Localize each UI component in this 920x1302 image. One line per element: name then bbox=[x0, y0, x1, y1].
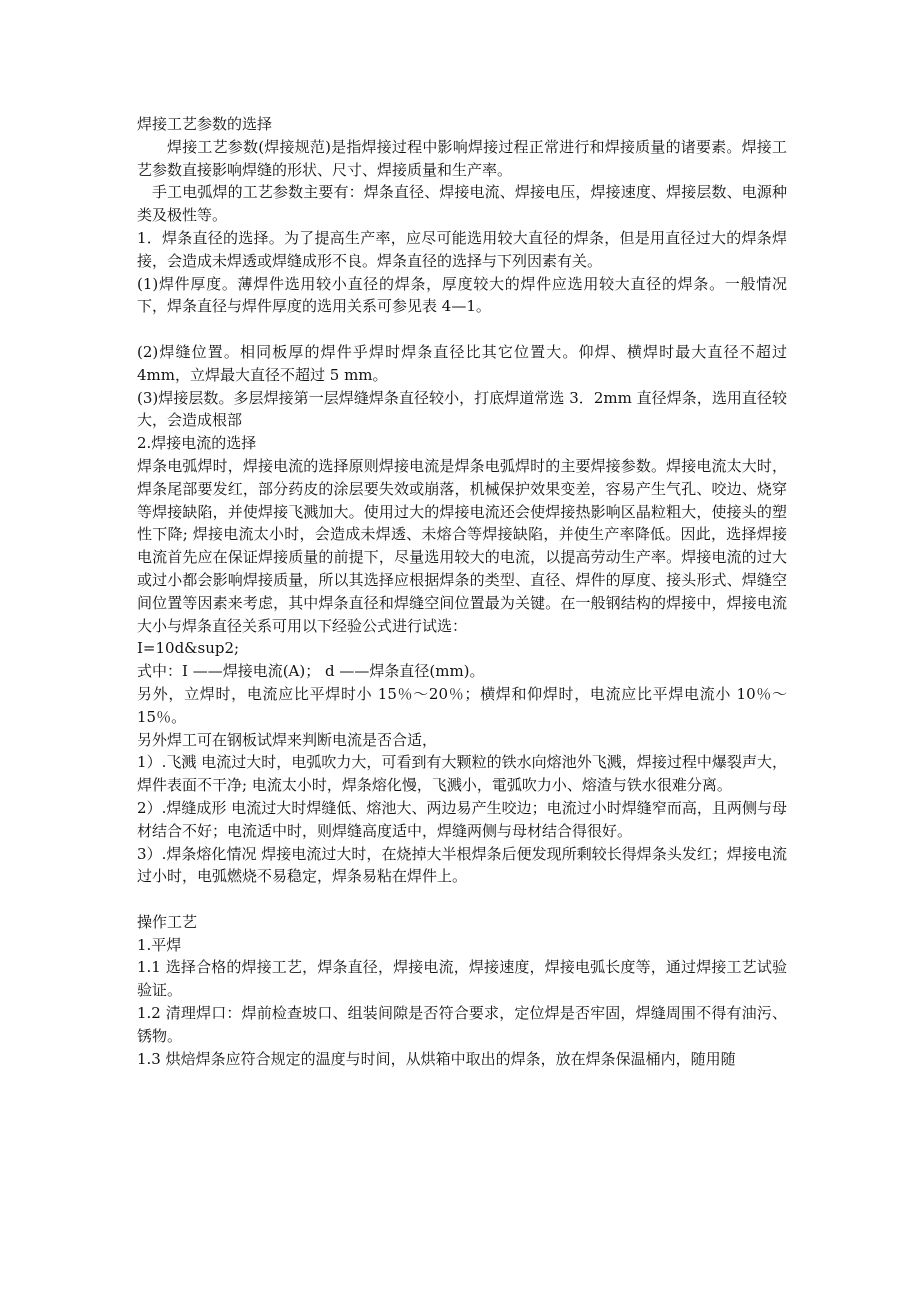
formula-note: 式中：I ——焊接电流(A)； d ——焊条直径(mm)。 bbox=[137, 662, 485, 681]
intro-paragraph: 焊接工艺参数(焊接规范)是指焊接过程中影响焊接过程正常进行和焊接质量的诸要素。焊接工艺参数直接影响焊缝的形状、尺寸、焊接质量和生产率。 bbox=[137, 137, 787, 179]
section-welding-current: 2.焊接电流的选择 bbox=[137, 434, 257, 453]
document-body bbox=[137, 113, 787, 1070]
blank-line bbox=[137, 318, 787, 341]
item-workpiece-thickness: (1)焊件厚度。薄焊件选用较小直径的焊条，厚度较大的焊件应选用较大直径的焊条。一般情况下，焊条直径与焊件厚度的选用关系可参见表 4—1。 bbox=[137, 274, 787, 316]
test-weld-paragraph: 另外焊工可在钢板试焊来判断电流是否合适， bbox=[137, 730, 438, 749]
item-weld-formation: 2）.焊缝成形 电流过大时焊缝低、熔池大、两边易产生咬边；电流过小时焊缝窄而高，且两侧与母材结合不好；电流适中时，则焊缝高度适中，焊缝两侧与母材结合得很好。 bbox=[137, 798, 787, 840]
item-weld-position: (2)焊缝位置。相同板厚的焊件乎焊时焊条直径比其它位置大。仰焊、横焊时最大直径不超过 4mm，立焊最大直径不超过 5 mm。 bbox=[137, 342, 787, 384]
step-1-1: 1.1 选择合格的焊接工艺，焊条直径，焊接电流，焊接速度，焊接电弧长度等，通过焊接工艺试验验证。 bbox=[137, 958, 787, 1000]
current-paragraph: 焊条电弧焊时，焊接电流的选择原则焊接电流是焊条电弧焊时的主要焊接参数。焊接电流太大时，焊条尾部要发红，部分药皮的涂层要失效或崩落，机械保护效果变差，容易产生气孔、咬边、烧穿等焊接缺陷，并使焊接飞溅加大。使用过大的焊接电流还会使焊接热影响区晶粒粗大，使接头的塑性下降; 焊接电流太小时，会造成未焊透、未熔合等焊接缺陷，并使生产率降低。因此，选择焊接电流首先应在保证焊接质量的前提下，尽量选用较大的电流，以提高劳动生产率。焊接电流的过大或过小都会影响焊接质量，所以其选择应根据焊条的类型、直径、焊件的厚度、接头形式、焊缝空间位置等因素来考虑，其中焊条直径和焊缝空间位置最为关键。在一般钢结构的焊接中，焊接电流大小与焊条直径关系可用以下经验公式进行试选： bbox=[137, 456, 787, 635]
current-position-paragraph: 另外，立焊时，电流应比平焊时小 15％～20％；横焊和仰焊时，电流应比平焊电流小 10％～15％。 bbox=[137, 684, 787, 726]
blank-line bbox=[137, 888, 787, 911]
step-1-2: 1.2 清理焊口：焊前检查坡口、组装间隙是否符合要求，定位焊是否牢固，焊缝周围不得有油污、锈物。 bbox=[137, 1004, 787, 1045]
step-1-3: 1.3 烘焙焊条应符合规定的温度与时间，从烘箱中取出的焊条，放在焊条保温桶内，随用随 bbox=[137, 1049, 736, 1068]
formula: I=10d&sup2; bbox=[137, 639, 240, 658]
item-weld-layers: (3)焊接层数。多层焊接第一层焊缝焊条直径较小，打底焊道常选 3．2mm 直径焊条，选用直径较大，会造成根部 bbox=[137, 388, 787, 430]
params-paragraph: 手工电弧焊的工艺参数主要有：焊条直径、焊接电流、焊接电压，焊接速度、焊接层数、电源种类及极性等。 bbox=[137, 183, 787, 225]
item-electrode-melting: 3）.焊条熔化情况 焊接电流过大时，在烧掉大半根焊条后便发现所剩较长得焊条头发红；焊接电流过小时，电弧燃烧不易稳定，焊条易粘在焊件上。 bbox=[137, 844, 787, 886]
subsection-flat-welding: 1.平焊 bbox=[137, 935, 182, 954]
section-electrode-diameter: 1．焊条直径的选择。为了提高生产率，应尽可能选用较大直径的焊条，但是用直径过大的焊条焊接，会造成未焊透或焊缝成形不良。焊条直径的选择与下列因素有关。 bbox=[137, 228, 787, 270]
section-operation: 操作工艺 bbox=[137, 912, 198, 931]
item-spatter: 1）.飞溅 电流过大时，电弧吹力大，可看到有大颗粒的铁水向熔池外飞溅，焊接过程中爆裂声大，焊件表面不干净; 电流太小时，焊条熔化慢，飞溅小，電弧吹力小、熔渣与铁水很难分离。 bbox=[137, 753, 787, 795]
doc-title: 焊接工艺参数的选择 bbox=[137, 115, 273, 133]
